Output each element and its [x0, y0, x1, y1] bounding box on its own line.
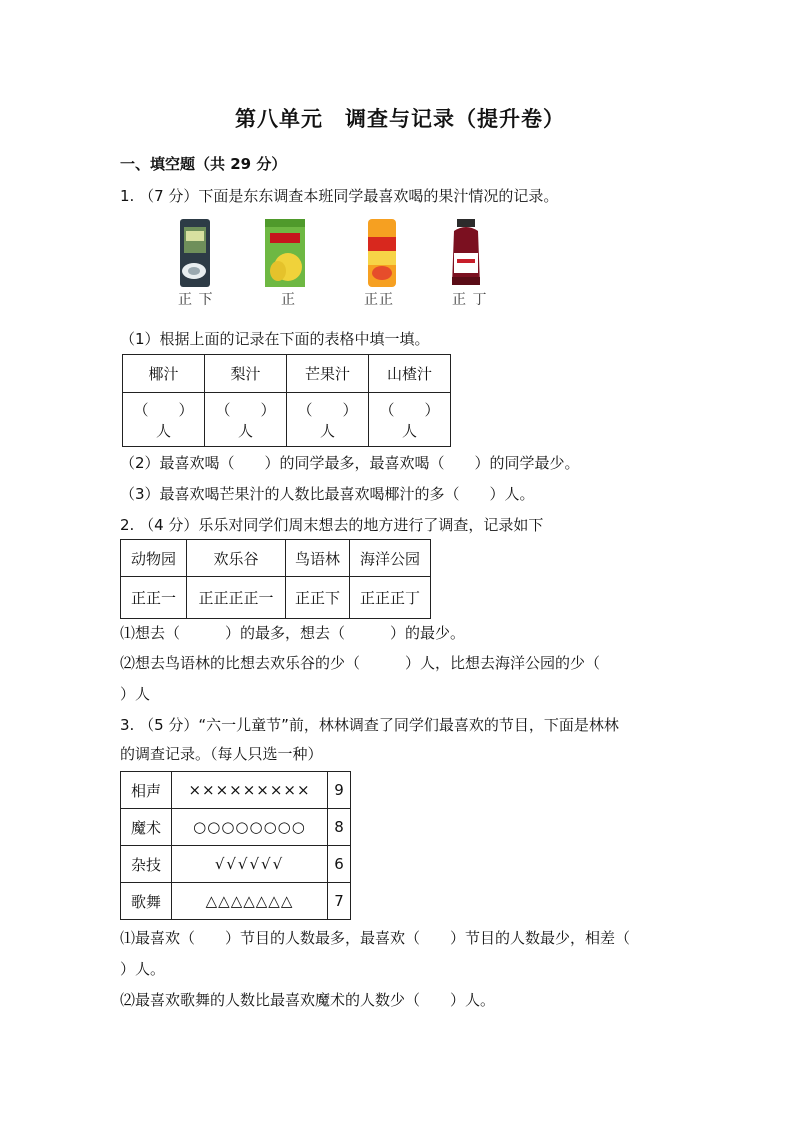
q3-table	[120, 771, 351, 920]
tally-marks: √√√√√√	[172, 846, 328, 883]
table-header: 动物园	[121, 540, 187, 577]
q3-sub1: ⑴最喜欢（ ）节目的人数最多，最喜欢（ ）节目的人数最少，相差（	[120, 929, 631, 947]
table-header: 欢乐谷	[187, 540, 286, 577]
program-name: 魔术	[121, 809, 172, 846]
tally-marks: △△△△△△△	[172, 883, 328, 920]
tally-cell: 正正一	[121, 577, 187, 619]
q3-sub1-end: ）人。	[120, 960, 166, 978]
count-cell: 6	[328, 846, 351, 883]
tally-label: 正	[281, 292, 296, 308]
q2-table	[120, 539, 431, 619]
count-cell: 9	[328, 772, 351, 809]
unit-label: 人	[401, 421, 417, 440]
answer-blank: （ ）	[133, 400, 194, 419]
tally-label: 正 丁	[452, 292, 488, 308]
unit-label: 人	[155, 421, 171, 440]
table-header: 梨汁	[205, 355, 287, 393]
q3-stem-line1: 3. （5 分）“六一儿童节”前，林林调查了同学们最喜欢的节目，下面是林林	[120, 716, 619, 734]
program-name: 歌舞	[121, 883, 172, 920]
q1-table	[122, 354, 451, 447]
mango-juice-can-icon	[364, 217, 400, 289]
answer-blank: （ ）	[215, 400, 276, 419]
q1-sub3: （3）最喜欢喝芒果汁的人数比最喜欢喝椰汁的多（ ）人。	[120, 485, 535, 503]
tally-cell: 正正正丁	[350, 577, 431, 619]
unit-label: 人	[319, 421, 335, 440]
page-title: 第八单元 调查与记录（提升卷）	[235, 107, 565, 131]
pear-juice-box-icon	[262, 217, 308, 289]
count-cell: 8	[328, 809, 351, 846]
count-cell: 7	[328, 883, 351, 920]
q2-sub2-end: ）人	[120, 685, 151, 703]
answer-blank: （ ）	[379, 400, 440, 419]
coconut-juice-can-icon	[176, 217, 216, 289]
q3-sub2: ⑵最喜欢歌舞的人数比最喜欢魔术的人数少（ ）人。	[120, 991, 496, 1009]
q1-stem: 1. （7 分）下面是东东调查本班同学最喜欢喝的果汁情况的记录。	[120, 187, 559, 205]
answer-cell[interactable]	[369, 393, 451, 447]
tally-label: 正正	[364, 292, 394, 308]
section-heading: 一、填空题（共 29 分）	[120, 155, 287, 173]
tally-marks: ○○○○○○○○	[172, 809, 328, 846]
q2-stem: 2. （4 分）乐乐对同学们周末想去的地方进行了调查，记录如下	[120, 516, 544, 534]
tally-cell: 正正下	[286, 577, 350, 619]
tally-cell: 正正正正一	[187, 577, 286, 619]
program-name: 相声	[121, 772, 172, 809]
table-header: 鸟语林	[286, 540, 350, 577]
answer-cell[interactable]	[205, 393, 287, 447]
program-name: 杂技	[121, 846, 172, 883]
hawthorn-juice-jar-icon	[446, 217, 486, 289]
unit-label: 人	[237, 421, 253, 440]
table-header: 山楂汁	[369, 355, 451, 393]
answer-cell[interactable]	[123, 393, 205, 447]
q2-sub2: ⑵想去鸟语林的比想去欢乐谷的少（ ）人，比想去海洋公园的少（	[120, 654, 601, 672]
q3-stem-line2: 的调查记录。（每人只选一种）	[120, 745, 323, 763]
answer-blank: （ ）	[297, 400, 358, 419]
table-header: 海洋公园	[350, 540, 431, 577]
tally-marks: ×××××××××	[172, 772, 328, 809]
table-header: 椰汁	[123, 355, 205, 393]
q2-sub1: ⑴想去（ ）的最多，想去（ ）的最少。	[120, 624, 466, 642]
table-header: 芒果汁	[287, 355, 369, 393]
q1-sub1: （1）根据上面的记录在下面的表格中填一填。	[120, 330, 430, 348]
q1-sub2: （2）最喜欢喝（ ）的同学最多，最喜欢喝（ ）的同学最少。	[120, 454, 580, 472]
tally-label: 正 下	[178, 292, 214, 308]
answer-cell[interactable]	[287, 393, 369, 447]
